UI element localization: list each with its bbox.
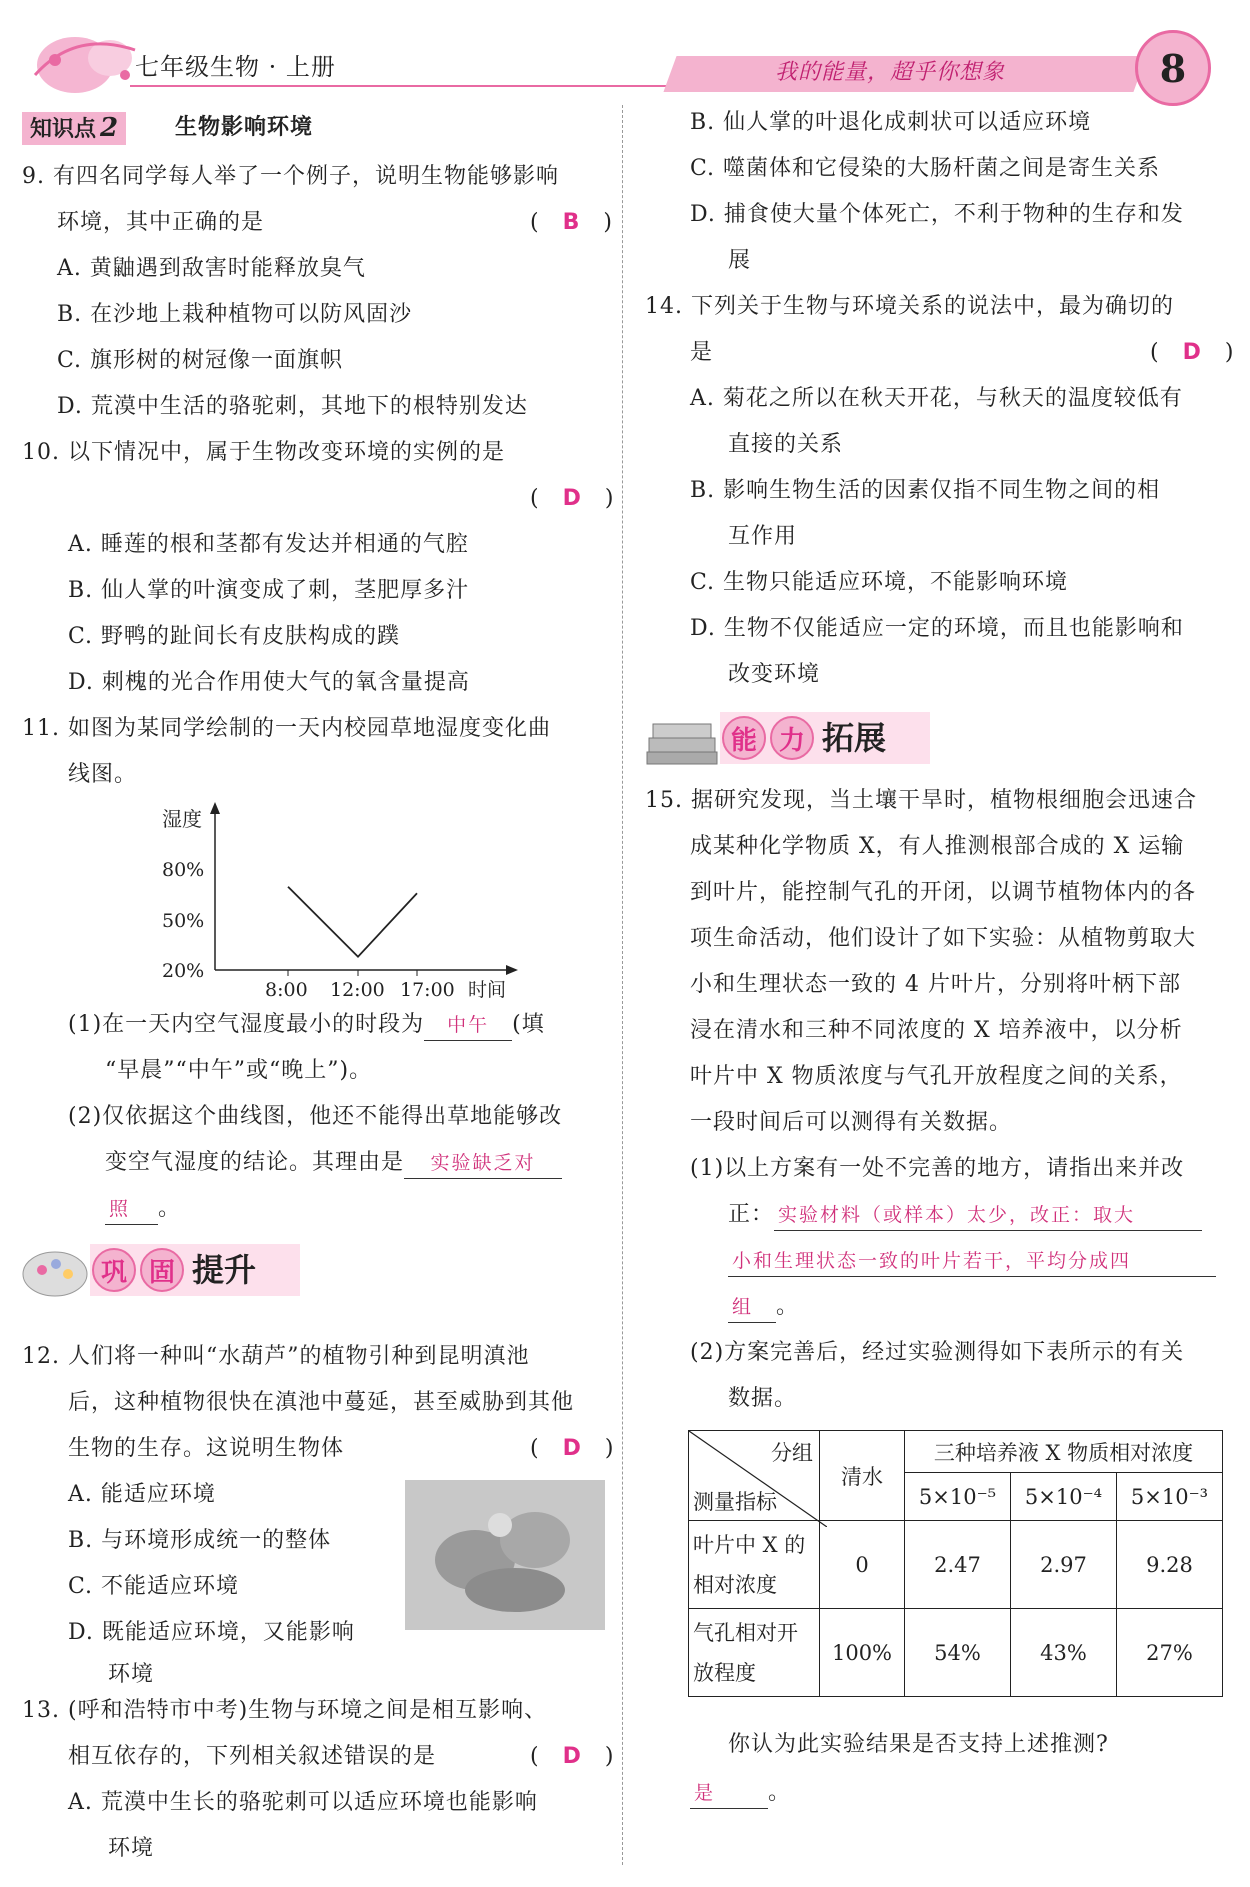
- header-rule: [130, 85, 670, 87]
- y-tick-label: 50%: [162, 910, 205, 932]
- q13-option: D. 捕食使大量个体死亡，不利于物种的生存和发: [690, 202, 1184, 227]
- q15-stem: 15. 据研究发现，当土壤干旱时，植物根细胞会迅速合: [645, 788, 1197, 813]
- header-diag-cell: 分组 测量指标: [689, 1431, 820, 1521]
- q12-option: 环境: [108, 1662, 155, 1687]
- conc-header: 5×10⁻³: [1117, 1473, 1223, 1521]
- data-table: [688, 1430, 1223, 1697]
- x-tick-label: 17:00: [400, 979, 455, 1000]
- row-label: 气孔相对开 放程度: [689, 1609, 820, 1697]
- q15-stem: 叶片中 X 物质浓度与气孔开放程度之间的关系，: [690, 1064, 1183, 1089]
- q13-option: C. 噬菌体和它侵染的大肠杆菌之间是寄生关系: [690, 156, 1161, 181]
- q15-stem: 到叶片，能控制气孔的开闭，以调节植物体内的各: [690, 880, 1197, 905]
- q9-stem: 环境，其中正确的是: [57, 210, 265, 235]
- q9-option: B. 在沙地上栽种植物可以防风固沙: [57, 302, 413, 327]
- header-title: 七年级生物 · 上册: [135, 53, 336, 81]
- table-cell: 100%: [820, 1609, 905, 1697]
- kp-title: 生物影响环境: [175, 114, 314, 140]
- q11-stem: 线图。: [68, 762, 138, 787]
- q15-conclusion: 你认为此实验结果是否支持上述推测?: [728, 1732, 1109, 1757]
- q14-option: 互作用: [728, 524, 798, 549]
- x-tick-label: 12:00: [330, 979, 385, 1000]
- q15-conclusion-answer: 是 。: [690, 1778, 791, 1809]
- row-label: 叶片中 X 的 相对浓度: [689, 1521, 820, 1609]
- page-number: 8: [1135, 30, 1211, 106]
- q13-option: 环境: [108, 1836, 155, 1861]
- q15-sub1-answer: 小和生理状态一致的叶片若干，平均分成四: [728, 1246, 1216, 1277]
- q11-sub1: “早晨”“中午”或“晚上”)。: [105, 1058, 373, 1083]
- q9-option: A. 黄鼬遇到敌害时能释放臭气: [57, 256, 366, 281]
- q15-stem: 浸在清水和三种不同浓度的 X 培养液中，以分析: [690, 1018, 1183, 1043]
- q13-answer: ( D ): [530, 1744, 615, 1769]
- q15-stem: 一段时间后可以测得有关数据。: [690, 1110, 1013, 1135]
- q14-option: A. 菊花之所以在秋天开花，与秋天的温度较低有: [690, 386, 1183, 411]
- x-arrow: [506, 965, 518, 975]
- col-water: 清水: [820, 1431, 905, 1521]
- q15-stem: 小和生理状态一致的 4 片叶片，分别将叶柄下部: [690, 972, 1181, 997]
- conc-header: 5×10⁻⁵: [905, 1473, 1011, 1521]
- q12-answer: ( D ): [530, 1436, 615, 1461]
- q12-option: B. 与环境形成统一的整体: [68, 1528, 332, 1553]
- y-arrow: [210, 802, 220, 814]
- books-icon: [643, 712, 723, 770]
- q14-option: C. 生物只能适应环境，不能影响环境: [690, 570, 1069, 595]
- x-tick-label: 8:00: [265, 979, 308, 1000]
- q12-stem: 后，这种植物很快在滇池中蔓延，甚至威胁到其他: [68, 1390, 575, 1415]
- q15-sub1-answer: 组 。: [728, 1292, 799, 1323]
- q9-option: D. 荒漠中生活的骆驼刺，其地下的根特别发达: [57, 394, 528, 419]
- y-label: 湿度: [162, 807, 202, 831]
- humidity-series-line: [288, 887, 417, 957]
- q10-option: B. 仙人掌的叶演变成了刺，茎肥厚多汁: [68, 578, 470, 603]
- q11-sub2: 变空气湿度的结论。其理由是 实验缺乏对: [105, 1148, 562, 1179]
- q13-option: B. 仙人掌的叶退化成刺状可以适应环境: [690, 110, 1092, 135]
- q13-stem: 13. (呼和浩特市中考)生物与环境之间是相互影响、: [22, 1698, 548, 1723]
- q10-answer: ( D ): [530, 486, 615, 511]
- x-label: 时间: [468, 979, 507, 1000]
- q14-option: 直接的关系: [728, 432, 844, 457]
- table-cell: 0: [820, 1521, 905, 1609]
- header-slogan: 我的能量，超乎你想象: [775, 60, 1006, 85]
- q11-stem: 11. 如图为某同学绘制的一天内校园草地湿度变化曲: [22, 716, 551, 741]
- q9-option: C. 旗形树的树冠像一面旗帜: [57, 348, 344, 373]
- q9-stem: 9. 有四名同学每人举了一个例子，说明生物能够影响: [22, 164, 559, 189]
- col-group: 三种培养液 X 物质相对浓度: [905, 1431, 1223, 1473]
- y-tick-label: 20%: [162, 960, 205, 982]
- q13-option: A. 荒漠中生长的骆驼刺可以适应环境也能影响: [68, 1790, 538, 1815]
- table-cell: 2.47: [905, 1521, 1011, 1609]
- q11-sub2: 照 。: [105, 1194, 181, 1225]
- table-cell: 9.28: [1117, 1521, 1223, 1609]
- q15-stem: 项生命活动，他们设计了如下实验：从植物剪取大: [690, 926, 1197, 951]
- y-tick-label: 80%: [162, 859, 205, 881]
- table-cell: 43%: [1011, 1609, 1117, 1697]
- q12-option: C. 不能适应环境: [68, 1574, 240, 1599]
- q10-option: D. 刺槐的光合作用使大气的氧含量提高: [68, 670, 470, 695]
- q15-sub2: (2)方案完善后，经过实验测得如下表所示的有关: [690, 1340, 1185, 1365]
- kp-badge: 知识点 2: [22, 112, 126, 145]
- table-cell: 54%: [905, 1609, 1011, 1697]
- q15-sub1: (1)以上方案有一处不完善的地方，请指出来并改: [690, 1156, 1185, 1181]
- conc-header: 5×10⁻⁴: [1011, 1473, 1117, 1521]
- q10-option: A. 睡莲的根和茎都有发达并相通的气腔: [68, 532, 469, 557]
- table-cell: 27%: [1117, 1609, 1223, 1697]
- palette-icon: [20, 1242, 90, 1302]
- q11-sub2: (2)仅依据这个曲线图，他还不能得出草地能够改: [68, 1104, 563, 1129]
- q14-option: B. 影响生物生活的因素仅指不同生物之间的相: [690, 478, 1161, 503]
- section-title-gonggu: 巩 固 提升: [92, 1248, 256, 1292]
- q12-stem: 生物的生存。这说明生物体: [68, 1436, 345, 1461]
- q10-stem: 10. 以下情况中，属于生物改变环境的实例的是: [22, 440, 505, 465]
- q15-sub2: 数据。: [728, 1386, 798, 1411]
- q15-sub1: 正： 实验材料（或样本）太少，改正：取大: [728, 1200, 1202, 1231]
- q12-stem: 12. 人们将一种叫“水葫芦”的植物引种到昆明滇池: [22, 1344, 530, 1369]
- q14-stem: 14. 下列关于生物与环境关系的说法中，最为确切的: [645, 294, 1174, 319]
- section-title-nengli: 能 力 拓展: [722, 716, 886, 760]
- q13-stem: 相互依存的，下列相关叙述错误的是: [68, 1744, 437, 1769]
- q11-sub1: (1)在一天内空气湿度最小的时段为 中午 (填: [68, 1010, 545, 1041]
- q14-option: D. 生物不仅能适应一定的环境，而且也能影响和: [690, 616, 1184, 641]
- q14-answer: ( D ): [1150, 340, 1235, 365]
- humidity-chart: [150, 800, 530, 1000]
- q10-option: C. 野鸭的趾间长有皮肤构成的蹼: [68, 624, 401, 649]
- q12-option: D. 既能适应环境，又能影响: [68, 1620, 355, 1645]
- q9-answer: ( B ): [530, 210, 613, 235]
- water-hyacinth-photo: [405, 1480, 605, 1630]
- q14-stem: 是: [690, 340, 714, 365]
- q12-option: A. 能适应环境: [68, 1482, 216, 1507]
- table-cell: 2.97: [1011, 1521, 1117, 1609]
- column-divider: [622, 105, 623, 1865]
- q13-option: 展: [728, 248, 752, 273]
- q14-option: 改变环境: [728, 662, 821, 687]
- q15-stem: 成某种化学物质 X，有人推测根部合成的 X 运输: [690, 834, 1185, 859]
